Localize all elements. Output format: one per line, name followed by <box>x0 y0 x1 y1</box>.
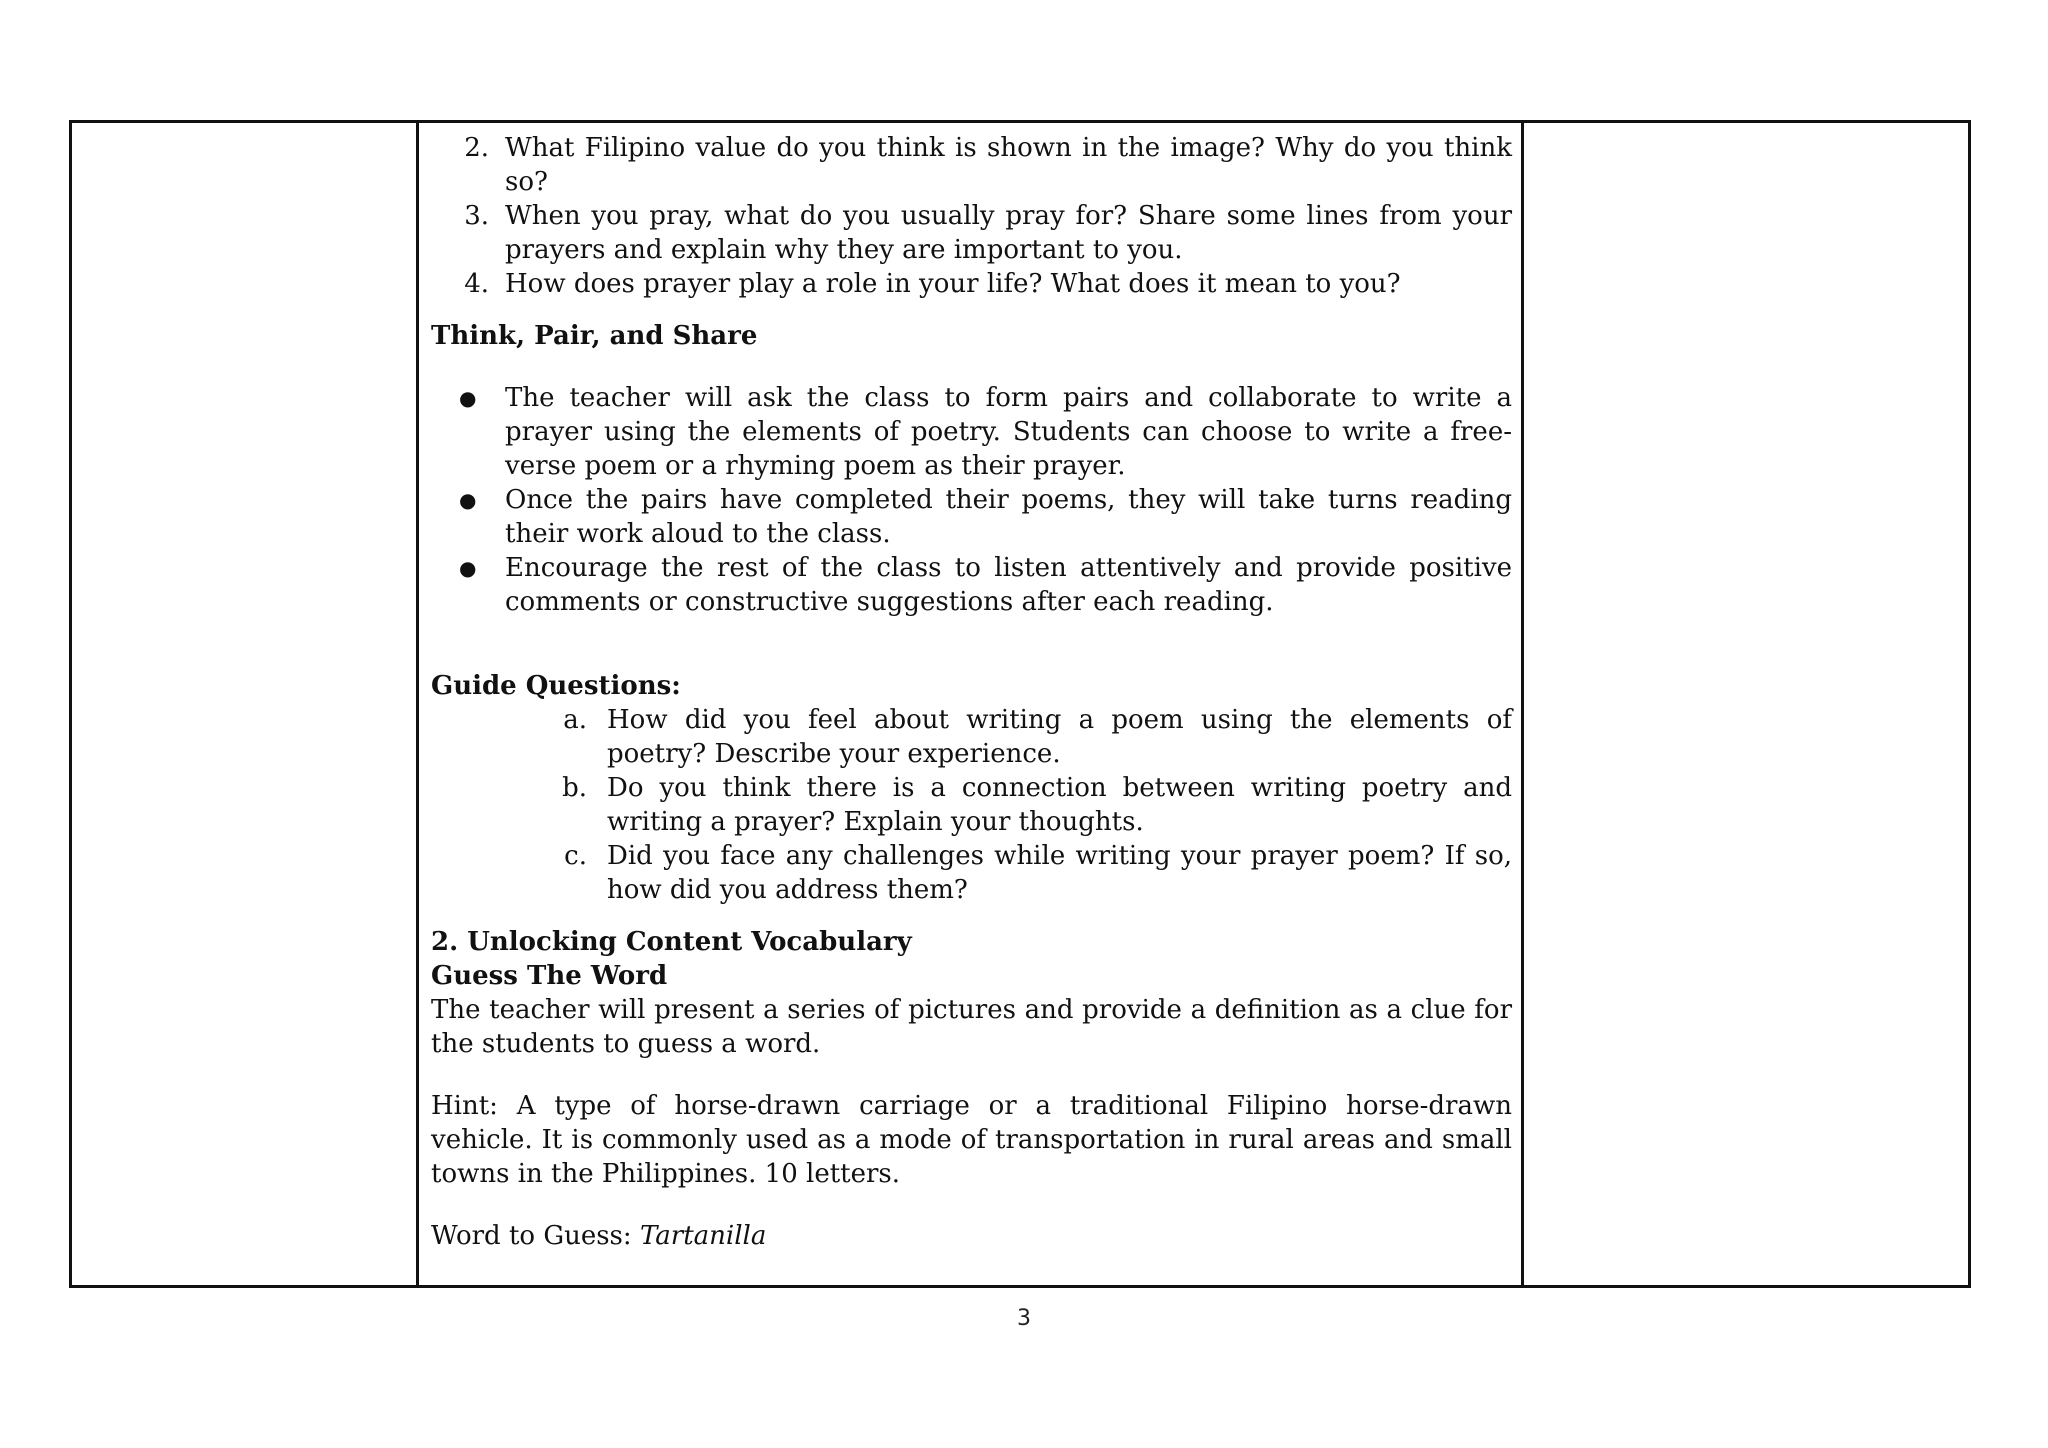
guess-the-word-heading: Guess The Word <box>431 961 668 991</box>
question-text: Did you face any challenges while writing your prayer poem? If so, how did you address them? <box>607 841 1512 905</box>
list-item <box>431 839 1512 907</box>
list-item <box>431 267 1512 301</box>
list-marker: 4. <box>464 269 489 299</box>
list-item <box>431 703 1512 771</box>
column-divider-left <box>416 123 419 1285</box>
list-marker: 3. <box>464 201 489 231</box>
list-marker: 2. <box>464 133 489 163</box>
vocabulary-intro: The teacher will present a series of pictures and provide a definition as a clue for the students to guess a word. <box>431 995 1512 1059</box>
hint-text: Hint: A type of horse-drawn carriage or a traditional Filipino horse-drawn vehicle. It is commonly used as a mode of transportation in rural areas and small towns in the Philippines. 10 letters. <box>431 1091 1512 1189</box>
page-number: 3 <box>1017 1306 1031 1331</box>
column-divider-right <box>1521 123 1524 1285</box>
guide-questions-heading: Guide Questions: <box>431 671 681 701</box>
list-marker: c. <box>564 841 587 871</box>
bullet-icon: ● <box>459 488 477 512</box>
bullet-text: Once the pairs have completed their poems, they will take turns reading their work aloud to the class. <box>505 485 1512 549</box>
lesson-table <box>69 120 1971 1288</box>
question-text: What Filipino value do you think is shown in the image? Why do you think so? <box>505 133 1512 197</box>
question-text: How does prayer play a role in your life? What does it mean to you? <box>505 269 1401 299</box>
question-text: Do you think there is a connection between writing poetry and writing a prayer? Explain your thoughts. <box>607 773 1512 837</box>
question-text: When you pray, what do you usually pray for? Share some lines from your prayers and explain why they are important to you. <box>505 201 1512 265</box>
word-to-guess-answer: Tartanilla <box>639 1221 767 1251</box>
think-pair-share-list <box>431 381 1512 619</box>
list-item <box>431 199 1512 267</box>
list-item <box>431 131 1512 199</box>
word-to-guess-label: Word to Guess: <box>431 1221 640 1251</box>
opening-questions-list <box>431 131 1512 301</box>
word-to-guess <box>431 1219 1512 1253</box>
list-item <box>431 381 1512 483</box>
list-item <box>431 771 1512 839</box>
bullet-icon: ● <box>459 556 477 580</box>
list-marker: b. <box>562 773 587 803</box>
bullet-icon: ● <box>459 386 477 410</box>
list-marker: a. <box>563 705 587 735</box>
guide-questions-list <box>431 703 1512 907</box>
question-text: How did you feel about writing a poem using the elements of poetry? Describe your experience. <box>607 705 1512 769</box>
bullet-text: Encourage the rest of the class to listen attentively and provide positive comments or constructive suggestions after each reading. <box>505 553 1512 617</box>
list-item <box>431 483 1512 551</box>
bullet-text: The teacher will ask the class to form pairs and collaborate to write a prayer using the elements of poetry. Students can choose to write a free-verse poem or a rhyming poem as their prayer. <box>505 383 1512 481</box>
think-pair-share-heading: Think, Pair, and Share <box>431 321 758 351</box>
vocabulary-heading: 2. Unlocking Content Vocabulary <box>431 927 912 957</box>
list-item <box>431 551 1512 619</box>
lesson-content-cell <box>431 131 1512 1253</box>
